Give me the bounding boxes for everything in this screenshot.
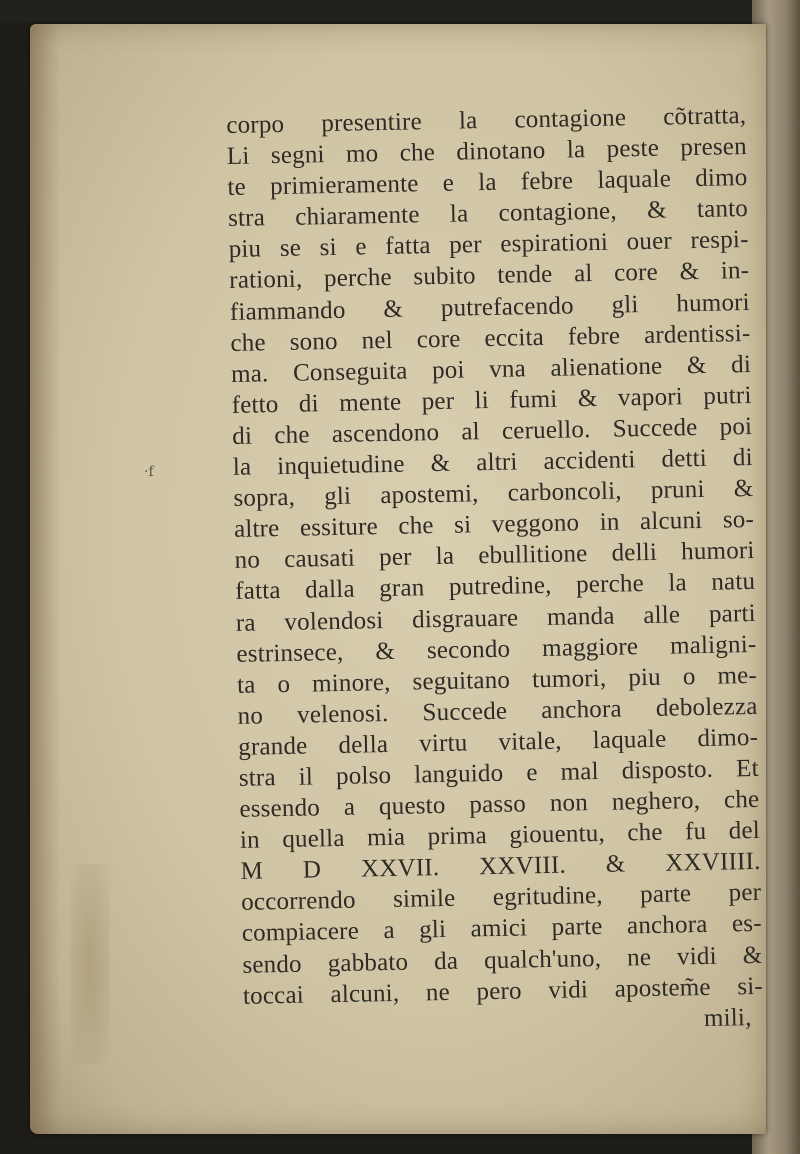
text-line: ra volendosi disgrauare manda alle parti (235, 599, 757, 637)
text-line: stra chiaramente la contagione, & tanto (227, 195, 749, 233)
text-line: di che ascendono al ceruello. Succede poi (232, 412, 753, 450)
text-line: grande della virtu vitale, laquale dimo- (237, 723, 759, 761)
book-top-edge (0, 0, 800, 22)
text-line: la inquietudine & altri accidenti detti di (232, 443, 754, 481)
text-line: ta o minore, seguitano tumori, piu o me- (236, 661, 758, 699)
page-stain (70, 864, 110, 1064)
text-line: ma. Conseguita poi vna alienatione & di (230, 350, 752, 388)
text-line: fatta dalla gran putredine, perche la natu (234, 568, 756, 606)
text-line: altre essiture che si veggono in alcuni so- (233, 506, 755, 544)
text-line: corpo presentire la contagione cõtratta, (226, 102, 747, 139)
text-line: toccai alcuni, ne pero vidi apostem̃e si- (242, 972, 764, 1010)
text-line-catchword: mili, (703, 1003, 752, 1032)
text-line: stra il polso languido e mal disposto. Et (238, 754, 759, 792)
text-line: rationi, perche subito tende al core & in- (229, 257, 750, 295)
text-line: estrinsece, & secondo maggiore maligni- (236, 630, 757, 668)
page-text (226, 100, 764, 1043)
text-line: no causati per la ebullitione delli humori (234, 537, 755, 575)
text-line: no velenosi. Succede anchora debolezza (237, 692, 758, 730)
margin-mark: ·f (144, 464, 154, 480)
text-line: te primieramente e la febre laquale dimo (227, 164, 748, 202)
text-line: fetto di mente per li fumi & vapori putri (231, 381, 752, 419)
text-line: essendo a questo passo non neghero, che (239, 785, 760, 823)
book-page (30, 24, 766, 1134)
text-line: sopra, gli apostemi, carboncoli, pruni & (233, 475, 754, 513)
text-line: Li segni mo che dinotano la peste presen (226, 133, 748, 171)
text-line: M D XXVII. XXVIII. & XXVIIII. (240, 848, 761, 886)
text-line: in quella mia prima giouentu, che fu del (239, 817, 761, 855)
text-line: piu se si e fatta per espirationi ouer respi- (228, 226, 749, 264)
page-gutter-shadow (30, 24, 60, 1134)
text-line: fiammando & putrefacendo gli humori (229, 288, 751, 326)
text-line: che sono nel core eccita febre ardentissi- (230, 319, 751, 357)
text-line: compiacere a gli amici parte anchora es- (241, 910, 762, 948)
text-line: occorrendo simile egritudine, parte per (240, 879, 762, 917)
text-line: sendo gabbato da qualch'uno, ne vidi & (242, 941, 763, 979)
